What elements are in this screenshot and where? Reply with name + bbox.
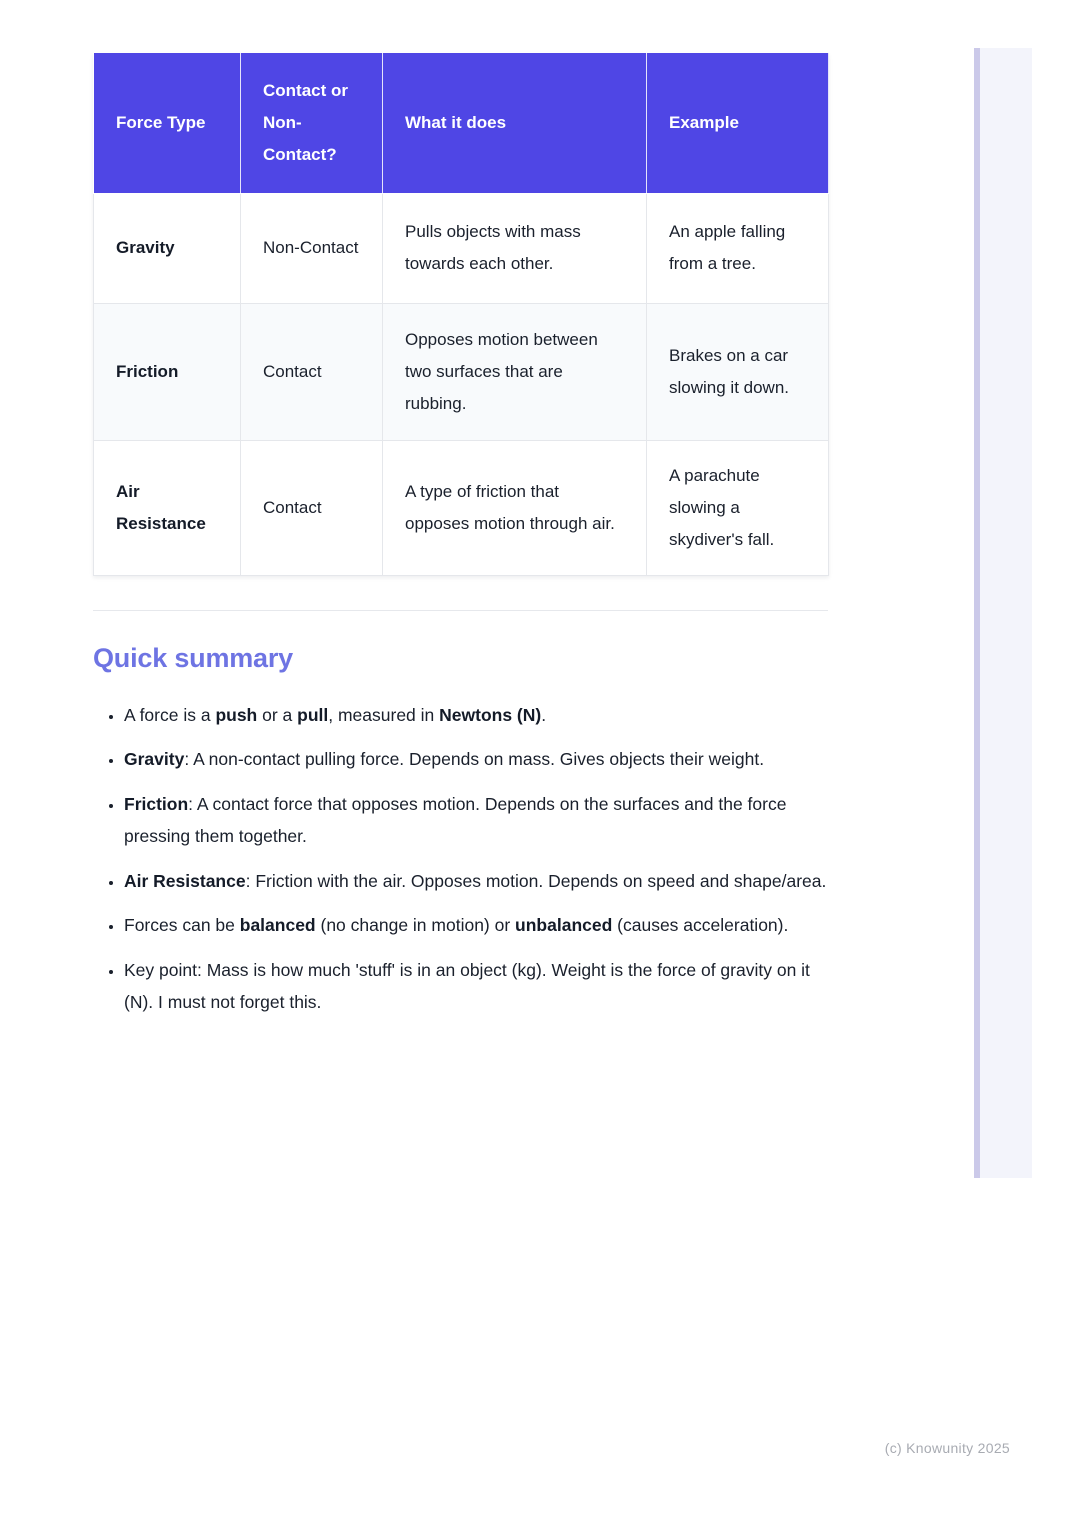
column-header-what-it-does: What it does	[383, 53, 647, 193]
table-cell: Pulls objects with mass towards each other.	[383, 193, 647, 303]
summary-bullet: • Forces can be balanced (no change in motion) or unbalanced (causes acceleration).	[124, 909, 828, 942]
summary-bullet: • Key point: Mass is how much 'stuff' is in an object (kg). Weight is the force of gravity on it (N). I must not forget this.	[124, 954, 828, 1019]
table-cell: Contact	[241, 440, 383, 575]
table-cell: A parachute slowing a skydiver's fall.	[647, 440, 829, 575]
summary-bullet: • Air Resistance: Friction with the air. Opposes motion. Depends on speed and shape/area.	[124, 865, 828, 898]
forces-table	[93, 53, 829, 576]
table-row	[94, 303, 829, 440]
summary-bullet: • Friction: A contact force that opposes motion. Depends on the surfaces and the force pressing them together.	[124, 788, 828, 853]
column-header-contact: Contact or Non-Contact?	[241, 53, 383, 193]
force-type-cell: Friction	[94, 303, 241, 440]
table-cell: An apple falling from a tree.	[647, 193, 829, 303]
quick-summary-heading: Quick summary	[93, 642, 293, 673]
summary-bullet: • Gravity: A non-contact pulling force. Depends on mass. Gives objects their weight.	[124, 743, 828, 776]
table-cell: Opposes motion between two surfaces that are rubbing.	[383, 303, 647, 440]
right-edge-panel	[974, 48, 1032, 1178]
summary-bullet: • A force is a push or a pull, measured in Newtons (N).	[124, 699, 828, 732]
force-type-cell: Gravity	[94, 193, 241, 303]
table-cell: Non-Contact	[241, 193, 383, 303]
table-row	[94, 440, 829, 575]
table-cell: Contact	[241, 303, 383, 440]
document-content	[93, 0, 828, 1031]
summary-list	[93, 699, 828, 1019]
copyright-text: (c) Knowunity 2025	[884, 1440, 1010, 1456]
table-cell: Brakes on a car slowing it down.	[647, 303, 829, 440]
column-header-example: Example	[647, 53, 829, 193]
table-row	[94, 193, 829, 303]
table-cell: A type of friction that opposes motion through air.	[383, 440, 647, 575]
column-header-force-type: Force Type	[94, 53, 241, 193]
force-type-cell: Air Resistance	[94, 440, 241, 575]
table-header-row	[94, 53, 829, 193]
section-divider	[93, 610, 828, 611]
